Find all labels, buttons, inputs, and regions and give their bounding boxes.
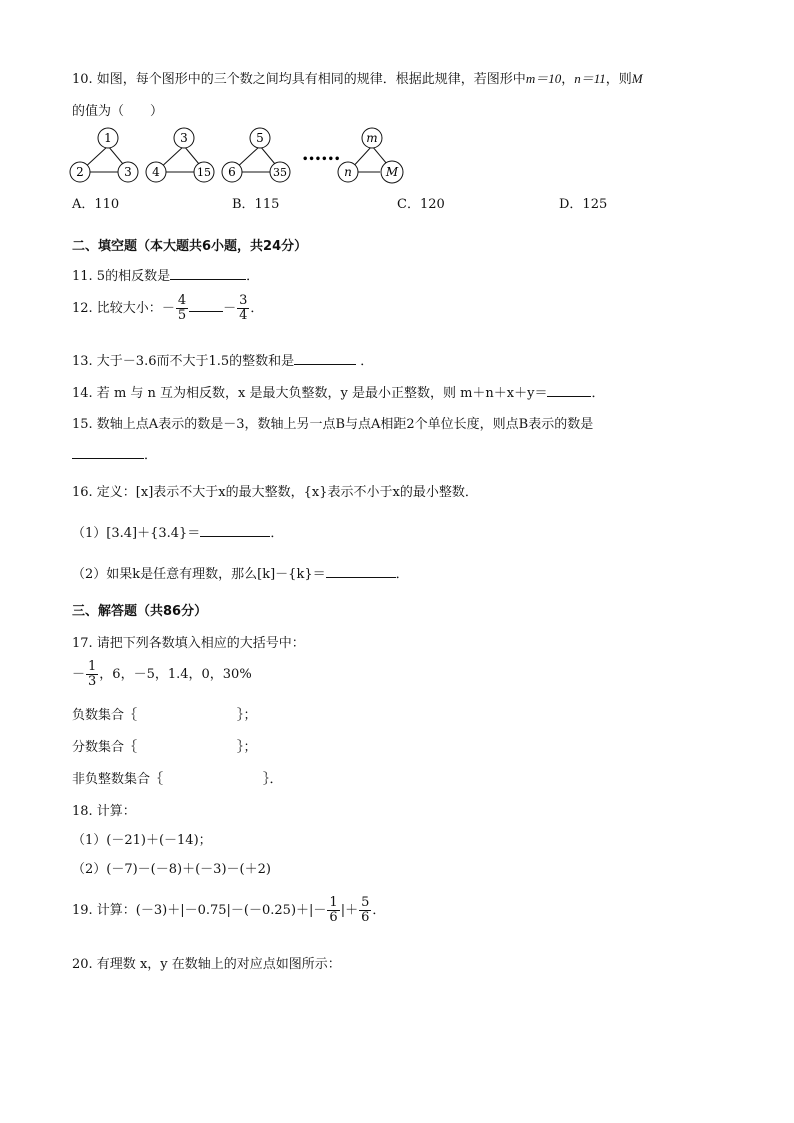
section-2-title: 二、填空题（本大题共6小题，共24分） — [72, 239, 308, 254]
q15-answer: ． — [72, 444, 157, 463]
option-b: B．115 — [232, 197, 280, 212]
answer-blank — [72, 446, 144, 459]
svg-text:2: 2 — [76, 165, 84, 179]
answer-blank — [547, 384, 591, 397]
svg-text:6: 6 — [228, 165, 236, 179]
q11: 11. 5的相反数是 ． — [72, 269, 260, 284]
q10-figures — [66, 124, 416, 184]
svg-text:n: n — [344, 165, 352, 179]
q17: 17. 请把下列各数填入相应的大括号中： — [72, 636, 305, 651]
q10-line1: 10. 如图，每个图形中的三个数之间均具有相同的规律．根据此规律，若图形中m＝10，n＝11，则M — [72, 71, 643, 87]
q16: 16. 定义：[x]表示不大于x的最大整数，{x}表示不小于x的最小整数． — [72, 485, 478, 500]
svg-text:1: 1 — [104, 131, 112, 145]
svg-text:15: 15 — [197, 166, 211, 179]
q14: 14. 若 m 与 n 互为相反数，x 是最大负整数，y 是最小正整数，则 m＋n＋x＋y＝ ． — [72, 386, 605, 401]
negative-set: 负数集合｛ ｝； — [72, 708, 257, 723]
fraction-set: 分数集合｛ ｝； — [72, 740, 257, 755]
q10-line2: 的值为（ ） — [72, 104, 164, 119]
section-3-title: 三、解答题（共86分） — [72, 604, 208, 619]
triangle-figure-1 — [70, 128, 138, 182]
q20: 20. 有理数 x，y 在数轴上的对应点如图所示： — [72, 957, 341, 972]
answer-blank — [189, 299, 223, 312]
q18-part1: （1）(－21)＋(－14)； — [72, 833, 212, 848]
option-d: D．125 — [559, 197, 608, 212]
svg-text:3: 3 — [180, 131, 188, 145]
svg-text:3: 3 — [124, 165, 132, 179]
answer-blank — [200, 524, 270, 537]
q18: 18. 计算： — [72, 804, 136, 819]
svg-text:4: 4 — [152, 165, 160, 179]
triangle-figure-4 — [338, 128, 403, 183]
svg-text:M: M — [385, 165, 399, 179]
q16-part2: （2）如果k是任意有理数，那么[k]－{k}＝ ． — [72, 567, 409, 582]
svg-text:m: m — [366, 131, 378, 145]
answer-blank — [326, 565, 396, 578]
q19: 19. 计算：(－3)＋|－0.75|－(－0.25)＋|－ $\frac{1}{6}$ |＋ $\frac{5}{6}$ ． — [72, 895, 386, 925]
q18-part2: （2）(－7)－(－8)＋(－3)－(＋2) — [72, 862, 271, 877]
q12: 12. 比较大小：－ $\frac{4}{5}$ － $\frac{3}{4}$ ． — [72, 293, 264, 323]
triangle-figure-2 — [146, 128, 214, 182]
svg-text:5: 5 — [256, 131, 264, 145]
answer-blank — [294, 352, 356, 365]
triangle-figure-3 — [222, 128, 290, 182]
option-c: C．120 — [397, 197, 445, 212]
q17-numbers: － $\frac{1}{3}$ ，6，－5，1.4，0，30% — [72, 659, 252, 689]
answer-blank — [170, 267, 246, 280]
non-negative-integer-set: 非负整数集合｛ ｝． — [72, 772, 283, 787]
option-a: A．110 — [72, 197, 120, 212]
svg-text:35: 35 — [273, 166, 287, 179]
continuation-dots: •••••• — [302, 154, 341, 165]
q15: 15. 数轴上点A表示的数是－3，数轴上另一点B与点A相距2个单位长度，则点B表示的数是 — [72, 417, 594, 432]
q16-part1: （1）[3.4]＋{3.4}＝ ． — [72, 526, 284, 541]
q13: 13. 大于－3.6而不大于1.5的整数和是 ． — [72, 354, 374, 369]
